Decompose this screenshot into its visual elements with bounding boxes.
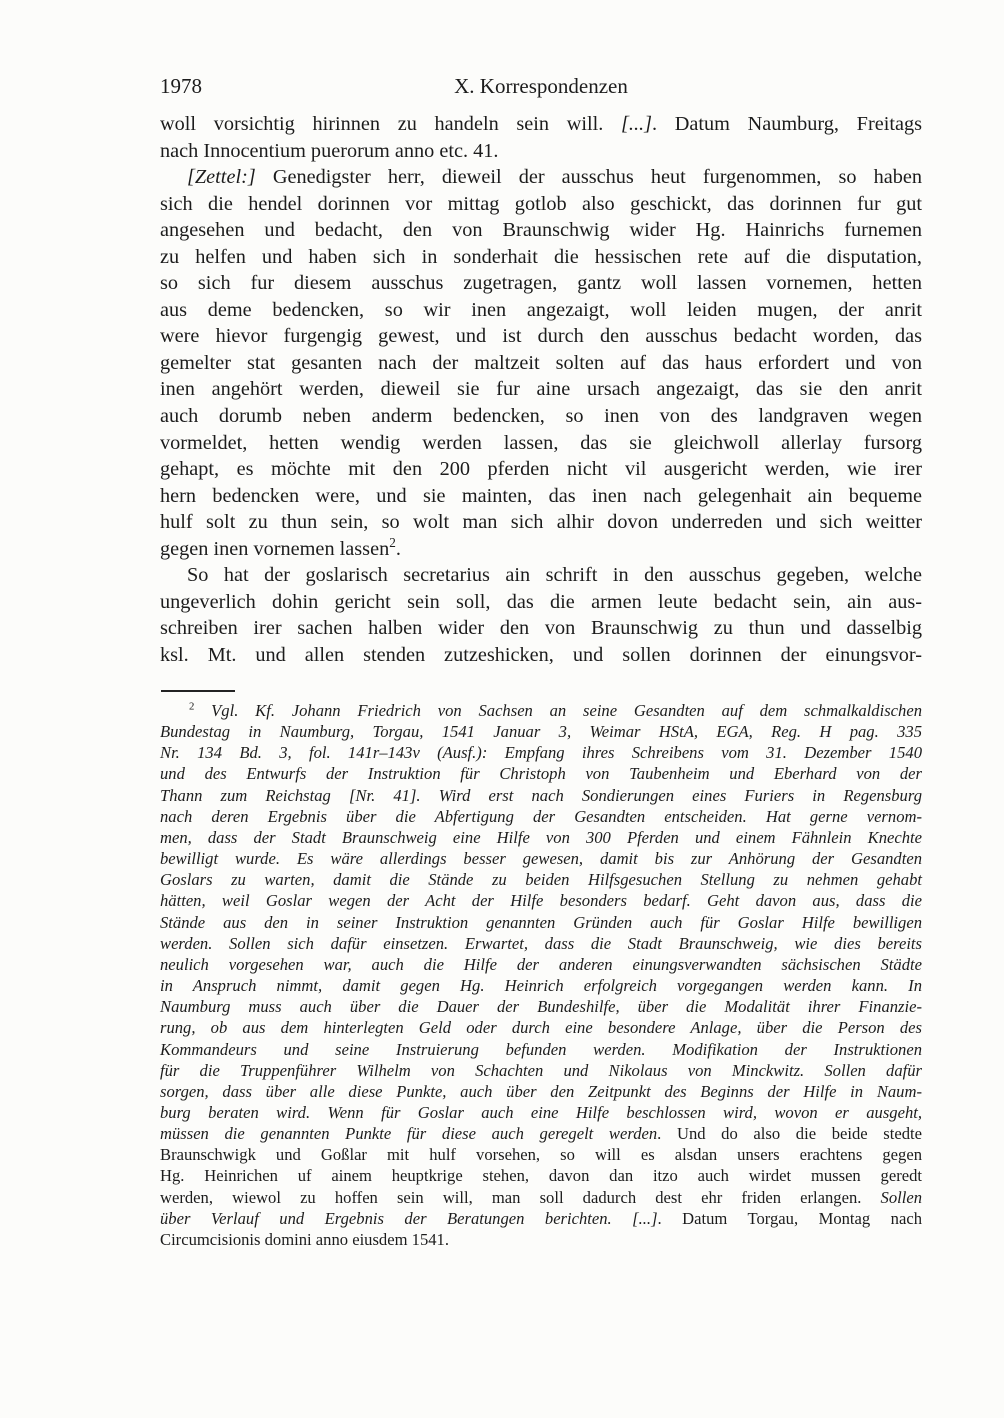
italic-text-run: Bundestag in Naumburg, Torgau, 1541 Januar 3, Weimar HStA, EGA, Reg. H pag. 335: [160, 722, 922, 742]
text-line: [160, 164, 922, 191]
italic-text-run: werden. Sollen sich dafür einsetzen. Erwartet, dass die Stadt Braunschweig, wie dies bereits: [160, 933, 922, 953]
text-line: [160, 456, 922, 483]
italic-text-run: sorgen, dass über alle diese Punkte, auch über den Zeitpunkt des Beginns der Hilfe in Naum-: [160, 1081, 922, 1101]
text-line: [160, 742, 922, 763]
main-text-block: [160, 111, 922, 668]
text-line: [160, 975, 922, 996]
italic-text-run: [...]: [620, 113, 652, 135]
paragraph: [160, 111, 922, 164]
page-number: 1978: [160, 74, 202, 98]
paragraph: [160, 164, 922, 562]
footnote-separator: [161, 690, 235, 692]
text-run: Circumcisionis domini anno eiusdem 1541.: [160, 1229, 449, 1249]
text-line: [160, 1039, 922, 1060]
text-line: [160, 700, 922, 721]
text-line: [160, 954, 922, 975]
text-line: [160, 1208, 922, 1229]
text-line: [160, 1123, 922, 1144]
footnote-marker: 2: [389, 534, 396, 550]
italic-text-run: und des Entwurfs der Instruktion für Christoph von Taubenheim und Eberhard von der: [160, 764, 922, 784]
text-run: ungeverlich dohin gericht sein soll, das die armen leute bedacht sein, ain aus-: [160, 590, 922, 613]
text-run: . Datum Naumburg, Freitags: [651, 113, 923, 135]
italic-text-run: Nr. 134 Bd. 3, fol. 141r–143v (Ausf.): Empfang ihres Schreibens vom 31. Dezember 1540: [160, 743, 922, 763]
text-run: hern bedencken were, und sie mainten, das inen nach gelegenhait ain bequeme: [160, 484, 922, 507]
text-line: [160, 509, 922, 536]
text-line: [160, 996, 922, 1017]
text-run: nach Innocentium puerorum anno etc. 41.: [160, 139, 499, 162]
footnote-block: [160, 700, 922, 1250]
italic-text-run: [Zettel:]: [187, 166, 256, 189]
text-line: [160, 1187, 922, 1208]
text-run: gegen inen vornemen lassen: [160, 537, 390, 560]
text-line: [160, 785, 922, 806]
italic-text-run: Goslars zu warten, damit die Stände zu beiden Hilfsgesuchen Stellung zu nehmen gehabt: [160, 870, 922, 890]
text-run: inen angehört werden, dieweil sie fur aine ursach angezaigt, das sie den anrit: [160, 378, 922, 401]
text-line: [160, 1229, 922, 1250]
text-line: [160, 138, 922, 165]
text-line: [160, 890, 922, 911]
text-line: [160, 244, 922, 271]
italic-text-run: müssen die genannten Punkte für diese auch geregelt werden: [160, 1124, 658, 1144]
page-header: [160, 74, 922, 104]
text-line: [160, 111, 922, 138]
italic-text-run: in Anspruch nimmt, damit gegen Hg. Heinrich erfolgreich vorgegangen werden kann. In: [160, 976, 922, 996]
text-run: [194, 701, 211, 720]
italic-text-run: hätten, weil Goslar wegen der Acht der Hilfe besonders bedarf. Geht davon aus, dass die: [160, 891, 922, 911]
text-run: so sich fur diesem ausschus zugetragen, gantz woll lassen vornemen, hetten: [160, 272, 922, 295]
text-run: vormeldet, hetten wendig werden lassen, das sie gleichwoll allerlay fursorg: [160, 431, 922, 454]
italic-text-run: Kommandeurs und seine Instruierung befunden werden. Modifikation der Instruktionen: [160, 1039, 922, 1059]
italic-text-run: nach deren Ergebnis über die Abfertigung der Gesandten entscheiden. Hat gerne vernom-: [160, 806, 922, 826]
italic-text-run: Vgl. Kf. Johann Friedrich von Sachsen an seine Gesandten auf dem schmalkaldischen: [211, 701, 922, 720]
text-line: [160, 562, 922, 589]
italic-text-run: Stände aus den in seiner Instruktion genannten Gründen auch für Goslar Hilfe bewilligen: [160, 912, 922, 932]
italic-text-run: über Verlauf und Ergebnis der Beratungen berichten. [...]: [160, 1208, 658, 1228]
text-run: auch dorumb neben anderm bedencken, so inen von des landgraven wegen: [160, 405, 922, 428]
text-line: [160, 323, 922, 350]
text-run: gemelter stat gesanten nach der maltzeit solten auf das haus erfordert und von: [160, 351, 922, 374]
text-line: [160, 1081, 922, 1102]
text-run: . Und do also die beide stedte: [657, 1124, 922, 1144]
text-line: [160, 483, 922, 510]
text-line: [160, 376, 922, 403]
running-title: X. Korrespondenzen: [454, 74, 628, 98]
text-line: [160, 217, 922, 244]
text-line: [160, 1165, 922, 1186]
text-line: [160, 430, 922, 457]
footnote-marker: 2: [189, 700, 195, 713]
text-line: [160, 827, 922, 848]
text-run: schreiben irer sachen halben wider den von Braunschwig zu thun und dasselbig: [160, 617, 922, 640]
text-run: Hg. Heinrichen uf ainem heuptkrige stehen, davon dan itzo auch wirdet mussen geredt: [160, 1166, 922, 1186]
text-run: Genedigster herr, dieweil der ausschus heut furgenommen, so haben: [255, 166, 922, 189]
text-run: sich die hendel dorinnen vor mittag gotlob also geschickt, das dorinnen fur gut: [160, 192, 922, 215]
italic-text-run: burg beraten wird. Wenn für Goslar auch eine Hilfe beschlossen wird, wovon er ausgeht,: [160, 1102, 922, 1122]
text-line: [160, 1017, 922, 1038]
text-line: [160, 191, 922, 218]
text-run: .: [395, 537, 401, 560]
text-run: were hievor furgengig gewest, und ist durch den ausschus bedacht worden, das: [160, 325, 922, 348]
italic-text-run: Sollen: [880, 1187, 922, 1207]
text-line: [160, 869, 922, 890]
text-line: [160, 1144, 922, 1165]
text-line: [160, 933, 922, 954]
text-run: ksl. Mt. und allen stenden zutzeshicken, und sollen dorinnen der einungsvor-: [160, 643, 922, 666]
italic-text-run: bewilligt wurde. Es wäre allerdings besser gewesen, damit bis zur Anhörung der Gesandten: [160, 849, 922, 869]
italic-text-run: Thann zum Reichstag [Nr. 41]. Wird erst nach Sondierungen eines Furiers in Regensburg: [160, 785, 922, 805]
text-line: [160, 806, 922, 827]
text-line: [160, 642, 922, 669]
text-line: [160, 1060, 922, 1081]
text-run: . Datum Torgau, Montag nach: [657, 1208, 922, 1228]
text-line: [160, 297, 922, 324]
italic-text-run: men, dass der Stadt Braunschweig eine Hilfe von 300 Pferden und einem Fähnlein Knechte: [160, 827, 922, 847]
text-line: [160, 350, 922, 377]
text-line: [160, 1102, 922, 1123]
paragraph: [160, 562, 922, 668]
italic-text-run: für die Truppenführer Wilhelm von Schachten und Nikolaus von Minckwitz. Sollen dafür: [160, 1060, 922, 1080]
text-run: So hat der goslarisch secretarius ain schrift in den ausschus gegeben, welche: [187, 564, 922, 587]
text-run: zu helfen und haben sich in sonderhait die hessischen rete auf die disputation,: [160, 245, 922, 268]
text-run: gehapt, es möchte mit den 200 pferden nicht vil ausgericht werden, wie irer: [160, 458, 922, 481]
text-line: [160, 536, 922, 563]
text-run: aus deme bedencken, so wir inen angezaigt, woll leiden mugen, der anrit: [160, 298, 922, 321]
text-line: [160, 589, 922, 616]
text-run: Braunschwigk und Goßlar mit hulf vorsehen, so will es alsdan unsers erachtens gegen: [160, 1145, 922, 1165]
text-run: hulf solt zu thun sein, so wolt man sich alhir dovon underreden und sich weitter: [160, 511, 922, 534]
text-line: [160, 848, 922, 869]
text-line: [160, 721, 922, 742]
text-run: werden, wiewol zu hoffen sein will, man soll dadurch dest ehr friden erlangen.: [160, 1187, 881, 1207]
text-line: [160, 403, 922, 430]
italic-text-run: Naumburg muss auch über die Dauer der Bundeshilfe, über die Modalität ihrer Finanzie-: [160, 997, 922, 1017]
italic-text-run: rung, ob aus dem hinterlegten Geld oder durch eine besondere Anlage, über die Person des: [160, 1018, 922, 1038]
text-line: [160, 615, 922, 642]
italic-text-run: neulich vorgesehen war, auch die Hilfe der anderen einungsverwandten sächsischen Städte: [160, 954, 922, 974]
text-run: woll vorsichtig hirinnen zu handeln sein will.: [160, 113, 621, 135]
text-run: angesehen und bedacht, den von Braunschwig wider Hg. Hainrichs furnemen: [160, 219, 922, 242]
text-line: [160, 912, 922, 933]
text-line: [160, 270, 922, 297]
text-line: [160, 763, 922, 784]
